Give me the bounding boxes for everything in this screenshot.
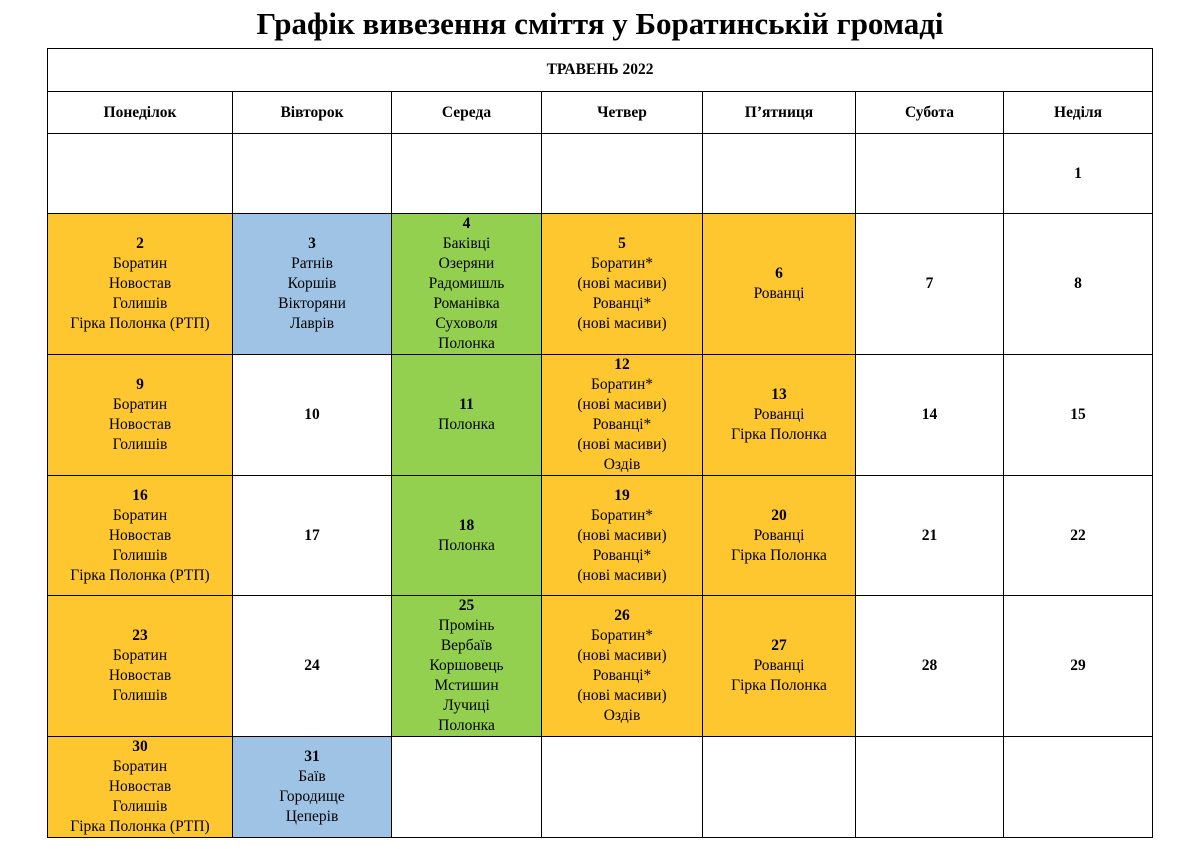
day-number: 24	[304, 657, 320, 674]
day-cell	[392, 355, 542, 476]
day-cell	[233, 476, 392, 596]
day-number: 8	[1074, 275, 1082, 292]
village-name: Новостав	[108, 416, 172, 433]
village-name: Полонка	[438, 335, 495, 352]
village-name: Полонка	[438, 717, 495, 734]
weekday-header: Неділя	[1004, 92, 1153, 134]
village-name: Баківці	[442, 235, 491, 252]
day-number: 29	[1070, 657, 1086, 674]
week-row	[48, 737, 1153, 838]
day-number: 13	[771, 386, 787, 403]
weekday-header: Субота	[856, 92, 1004, 134]
day-cell	[1004, 737, 1153, 838]
village-name: Рованці*	[592, 295, 652, 312]
village-name: Боратин	[112, 758, 168, 775]
page-title: Графік вивезення сміття у Боратинській громаді	[256, 6, 944, 41]
day-number: 25	[458, 597, 475, 614]
village-name: Боратин	[112, 255, 168, 272]
village-name: Новостав	[108, 778, 172, 795]
day-cell	[1004, 134, 1153, 214]
village-name: Баїв	[298, 768, 326, 785]
village-name: Рованці*	[592, 667, 652, 684]
day-number: 9	[136, 376, 144, 393]
village-name: Боратин	[112, 506, 168, 524]
day-cell	[48, 476, 233, 596]
village-name: (нові масиви)	[577, 396, 667, 413]
village-name: Гірка Полонка (РТП)	[70, 818, 210, 835]
village-name: Гірка Полонка (РТП)	[70, 566, 210, 584]
village-name: Радомишль	[428, 275, 505, 292]
village-name: Голишів	[112, 687, 168, 704]
day-cell	[48, 134, 233, 214]
village-name: Гірка Полонка	[731, 546, 827, 564]
schedule-table	[47, 48, 1153, 838]
weekday-header: Середа	[392, 92, 542, 134]
day-number: 18	[458, 516, 475, 534]
day-cell	[48, 596, 233, 737]
day-number: 27	[771, 637, 787, 654]
day-number: 17	[304, 526, 320, 544]
week-row	[48, 476, 1153, 596]
village-name: Голишів	[112, 546, 168, 564]
day-cell	[233, 355, 392, 476]
village-name: Оздів	[603, 456, 641, 473]
day-number: 16	[132, 486, 148, 504]
village-name: Голишів	[112, 798, 168, 815]
day-cell	[703, 355, 856, 476]
day-cell	[703, 737, 856, 838]
day-cell	[856, 737, 1004, 838]
day-cell	[392, 596, 542, 737]
day-cell	[48, 214, 233, 355]
week-row	[48, 214, 1153, 355]
day-cell	[233, 737, 392, 838]
village-name: Новостав	[108, 526, 172, 544]
village-name: Новостав	[108, 667, 172, 684]
village-name: (нові масиви)	[577, 647, 667, 664]
village-name: (нові масиви)	[577, 526, 667, 544]
day-number: 19	[614, 486, 630, 504]
day-number: 20	[771, 506, 787, 524]
day-number: 1	[1074, 164, 1082, 182]
village-name: Лаврів	[289, 315, 335, 332]
village-name: Боратин	[112, 396, 168, 413]
day-cell	[233, 596, 392, 737]
village-name: Промінь	[438, 617, 495, 634]
village-name: (нові масиви)	[577, 436, 667, 453]
day-cell	[703, 214, 856, 355]
village-name: Гірка Полонка (РТП)	[70, 315, 210, 332]
village-name: Суховоля	[435, 315, 498, 332]
village-name: Боратин*	[591, 506, 653, 524]
village-name: Боратин*	[591, 255, 653, 272]
village-name: Гірка Полонка	[731, 677, 827, 694]
day-cell	[856, 214, 1004, 355]
week-row	[48, 596, 1153, 737]
village-name: Боратин*	[591, 627, 653, 644]
day-cell	[542, 214, 703, 355]
village-name: Голишів	[112, 295, 168, 312]
day-cell	[1004, 476, 1153, 596]
village-name: (нові масиви)	[577, 275, 667, 292]
village-name: Рованці*	[592, 546, 652, 564]
village-name: Гірка Полонка	[731, 426, 827, 443]
day-number: 12	[614, 356, 630, 373]
weekday-header: П’ятниця	[703, 92, 856, 134]
day-cell	[542, 476, 703, 596]
weekday-header: Четвер	[542, 92, 703, 134]
village-name: Ратнів	[291, 255, 333, 272]
village-name: Коршів	[287, 275, 337, 292]
day-cell	[856, 596, 1004, 737]
village-name: Рованці*	[592, 416, 652, 433]
day-cell	[48, 737, 233, 838]
day-number: 6	[775, 265, 783, 282]
day-cell	[856, 476, 1004, 596]
day-cell	[1004, 214, 1153, 355]
day-number: 2	[136, 235, 144, 252]
day-number: 28	[921, 657, 938, 674]
village-name: Мстишин	[434, 677, 499, 694]
village-name: Рованці	[753, 406, 805, 423]
day-cell	[542, 737, 703, 838]
village-name: Лучиці	[443, 697, 490, 714]
village-name: Вербаїв	[440, 637, 493, 654]
village-name: Городище	[279, 788, 345, 805]
day-number: 7	[925, 275, 934, 292]
day-number: 30	[132, 738, 148, 755]
village-name: Рованці	[753, 657, 805, 674]
weekday-header: Вівторок	[233, 92, 392, 134]
day-cell	[233, 214, 392, 355]
day-cell	[542, 134, 703, 214]
day-cell	[542, 355, 703, 476]
day-cell	[703, 134, 856, 214]
day-number: 23	[132, 627, 148, 644]
village-name: Боратин*	[591, 376, 653, 393]
day-number: 10	[304, 406, 320, 423]
village-name: Полонка	[438, 416, 495, 433]
week-row	[48, 355, 1153, 476]
village-name: Боратин	[112, 647, 168, 664]
day-cell	[703, 476, 856, 596]
day-number: 14	[921, 406, 938, 423]
day-cell	[48, 355, 233, 476]
village-name: Новостав	[108, 275, 172, 292]
day-cell	[392, 737, 542, 838]
village-name: (нові масиви)	[577, 687, 667, 704]
day-number: 26	[614, 607, 630, 624]
day-cell	[392, 134, 542, 214]
day-cell	[856, 134, 1004, 214]
day-number: 4	[462, 215, 471, 232]
week-row	[48, 134, 1153, 214]
day-cell	[392, 476, 542, 596]
day-cell	[233, 134, 392, 214]
day-cell	[1004, 596, 1153, 737]
village-name: Голишів	[112, 436, 168, 453]
village-name: Рованці	[753, 526, 805, 544]
day-cell	[703, 596, 856, 737]
day-cell	[542, 596, 703, 737]
day-cell	[392, 214, 542, 355]
village-name: Рованці	[753, 285, 805, 302]
village-name: Оздів	[603, 707, 641, 724]
village-name: Коршовець	[429, 657, 504, 674]
day-number: 5	[618, 235, 626, 252]
village-name: Романівка	[433, 295, 500, 312]
village-name: Цеперів	[285, 808, 339, 825]
day-number: 22	[1070, 526, 1086, 544]
village-name: Вікторяни	[278, 295, 346, 312]
month-header: ТРАВЕНЬ 2022	[48, 49, 1153, 92]
day-number: 3	[308, 235, 316, 252]
weekday-header: Понеділок	[48, 92, 233, 134]
day-number: 31	[304, 748, 320, 765]
day-cell	[1004, 355, 1153, 476]
day-cell	[856, 355, 1004, 476]
village-name: (нові масиви)	[577, 315, 667, 332]
day-number: 11	[459, 396, 474, 413]
village-name: (нові масиви)	[577, 566, 667, 584]
day-number: 15	[1070, 406, 1086, 423]
day-number: 21	[921, 526, 938, 544]
village-name: Озеряни	[438, 255, 495, 272]
village-name: Полонка	[438, 536, 495, 554]
